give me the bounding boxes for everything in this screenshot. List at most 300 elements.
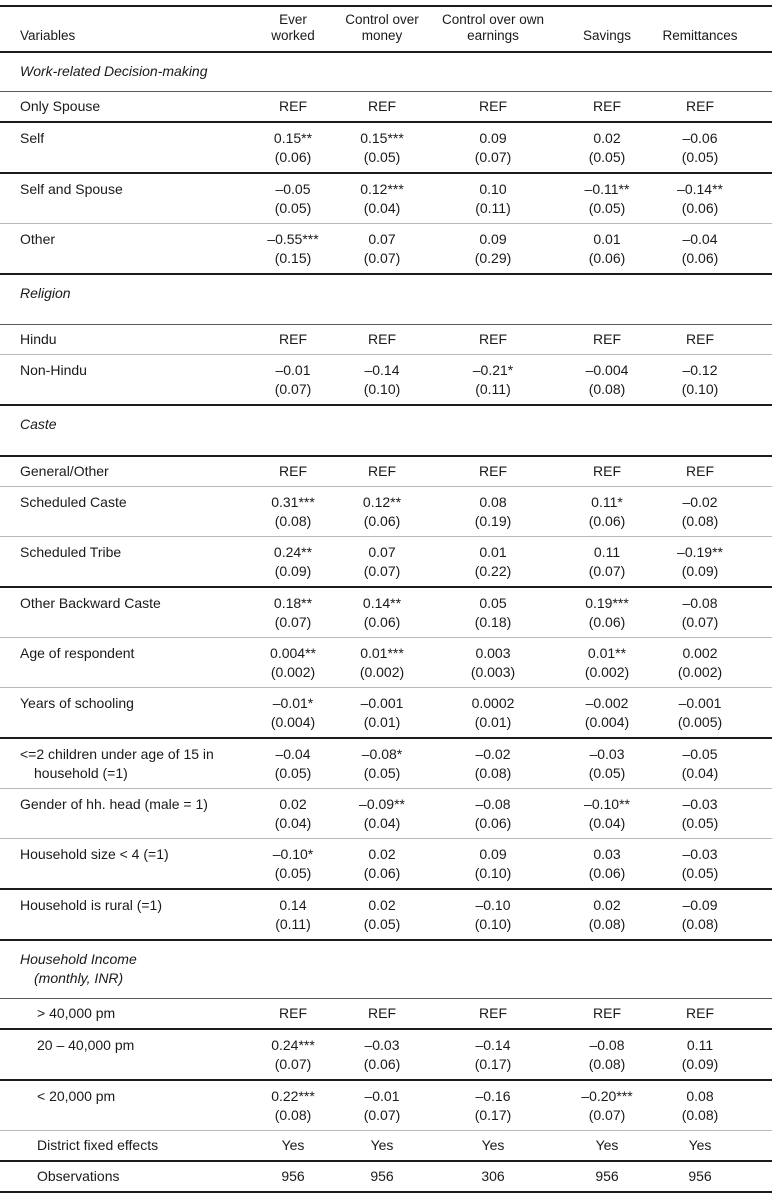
coefficient-value: 0.22***	[271, 1088, 315, 1104]
estimate-cell	[250, 587, 336, 638]
estimate-cell	[558, 537, 656, 588]
header-row	[0, 6, 772, 52]
standard-error: (0.07)	[588, 1107, 626, 1123]
estimate-cell	[250, 738, 336, 789]
estimate-cell	[336, 355, 428, 406]
variable-label	[0, 325, 250, 355]
value-cell: REF	[656, 999, 772, 1030]
standard-error: (0.05)	[274, 865, 312, 881]
table-row	[0, 1029, 772, 1080]
standard-error: (0.05)	[274, 765, 312, 781]
coefficient-value: –0.08	[589, 1037, 625, 1053]
standard-error: (0.05)	[681, 865, 719, 881]
coefficient-value: –0.03	[589, 746, 625, 762]
regression-table	[0, 5, 772, 1193]
value-cell: REF	[558, 325, 656, 355]
estimate-cell	[250, 122, 336, 173]
standard-error: (0.06)	[681, 250, 719, 266]
coefficient-value: –0.11**	[584, 181, 630, 197]
coefficient-value: –0.05	[682, 746, 718, 762]
standard-error: (0.07)	[588, 563, 626, 579]
standard-error: (0.07)	[274, 1056, 312, 1072]
estimate-cell	[558, 487, 656, 537]
coefficient-value: 0.09	[479, 130, 507, 146]
variable-label	[0, 1029, 250, 1080]
coefficient-value: 0.003	[475, 645, 511, 661]
variable-label-line: Non-Hindu	[20, 362, 87, 378]
estimate-cell	[558, 1080, 656, 1131]
standard-error: (0.08)	[588, 1056, 626, 1072]
standard-error: (0.06)	[588, 250, 626, 266]
coefficient-value: 0.08	[686, 1088, 714, 1104]
standard-error: (0.15)	[274, 250, 312, 266]
variable-label-line: General/Other	[20, 463, 109, 479]
standard-error: (0.06)	[363, 513, 401, 529]
coefficient-value: 0.14	[279, 897, 307, 913]
value-cell: REF	[558, 999, 656, 1030]
standard-error: (0.05)	[681, 149, 719, 165]
coefficient-value: –0.19**	[677, 544, 723, 560]
standard-error: (0.08)	[474, 765, 512, 781]
estimate-cell	[336, 487, 428, 537]
coefficient-value: 0.11	[593, 544, 621, 560]
column-header-variables	[0, 6, 250, 52]
column-header-line: Remittances	[662, 28, 738, 43]
estimate-cell	[336, 839, 428, 890]
table-row	[0, 456, 772, 487]
standard-error: (0.04)	[363, 200, 401, 216]
standard-error: (0.17)	[474, 1056, 512, 1072]
coefficient-value: –0.09**	[359, 796, 405, 812]
coefficient-value: –0.02	[475, 746, 511, 762]
estimate-cell	[656, 638, 772, 688]
value-cell: REF	[336, 456, 428, 487]
coefficient-value: –0.06	[682, 130, 718, 146]
section-label-line: Religion	[20, 285, 71, 301]
variable-label	[0, 738, 250, 789]
value-cell: Yes	[558, 1131, 656, 1162]
estimate-cell	[558, 738, 656, 789]
column-header-control-over-money	[336, 6, 428, 52]
standard-error: (0.004)	[270, 714, 316, 730]
estimate-cell	[656, 587, 772, 638]
estimate-cell	[336, 224, 428, 275]
section-row	[0, 274, 772, 325]
section-label-line: (monthly, INR)	[34, 970, 124, 986]
standard-error: (0.10)	[474, 865, 512, 881]
coefficient-value: 0.09	[479, 231, 507, 247]
variable-label-line: household (=1)	[34, 765, 128, 781]
variable-label	[0, 999, 250, 1030]
standard-error: (0.08)	[681, 916, 719, 932]
coefficient-value: –0.04	[682, 231, 718, 247]
standard-error: (0.18)	[474, 614, 512, 630]
coefficient-value: –0.001	[360, 695, 404, 711]
estimate-cell	[336, 688, 428, 739]
coefficient-value: 0.02	[593, 130, 621, 146]
standard-error: (0.05)	[588, 765, 626, 781]
variable-label	[0, 456, 250, 487]
coefficient-value: –0.004	[585, 362, 629, 378]
standard-error: (0.07)	[363, 563, 401, 579]
estimate-cell	[336, 789, 428, 839]
coefficient-value: 0.09	[479, 846, 507, 862]
variable-label-line: Years of schooling	[20, 695, 134, 711]
standard-error: (0.003)	[470, 664, 516, 680]
table-row	[0, 355, 772, 406]
value-cell: REF	[250, 325, 336, 355]
standard-error: (0.01)	[363, 714, 401, 730]
value-cell: Yes	[428, 1131, 558, 1162]
standard-error: (0.09)	[274, 563, 312, 579]
estimate-cell	[250, 355, 336, 406]
coefficient-value: 0.01**	[587, 645, 627, 661]
variable-label	[0, 587, 250, 638]
variable-label	[0, 122, 250, 173]
section-label	[0, 274, 772, 325]
section-label-line: Household Income	[20, 951, 137, 967]
variable-label-line: > 40,000 pm	[37, 1005, 116, 1021]
standard-error: (0.29)	[474, 250, 512, 266]
section-row	[0, 405, 772, 456]
value-cell: 956	[250, 1161, 336, 1192]
standard-error: (0.10)	[681, 381, 719, 397]
standard-error: (0.04)	[363, 815, 401, 831]
table-row	[0, 1131, 772, 1162]
table-row	[0, 173, 772, 224]
estimate-cell	[428, 355, 558, 406]
coefficient-value: 0.10	[479, 181, 507, 197]
estimate-cell	[336, 1029, 428, 1080]
coefficient-value: –0.10**	[584, 796, 630, 812]
value-cell: REF	[656, 325, 772, 355]
estimate-cell	[558, 355, 656, 406]
estimate-cell	[428, 1080, 558, 1131]
variable-label	[0, 224, 250, 275]
standard-error: (0.05)	[588, 200, 626, 216]
standard-error: (0.05)	[363, 916, 401, 932]
column-header-line: Ever	[279, 12, 307, 27]
standard-error: (0.08)	[588, 916, 626, 932]
estimate-cell	[656, 537, 772, 588]
value-cell: REF	[656, 456, 772, 487]
coefficient-value: –0.03	[682, 846, 718, 862]
table-row	[0, 638, 772, 688]
coefficient-value: –0.16	[475, 1088, 511, 1104]
table-row	[0, 537, 772, 588]
coefficient-value: –0.001	[678, 695, 722, 711]
table-row	[0, 839, 772, 890]
coefficient-value: 0.08	[479, 494, 507, 510]
standard-error: (0.07)	[274, 381, 312, 397]
section-row	[0, 52, 772, 92]
standard-error: (0.19)	[474, 513, 512, 529]
standard-error: (0.11)	[475, 381, 511, 397]
variable-label	[0, 1080, 250, 1131]
value-cell: REF	[250, 92, 336, 123]
estimate-cell	[250, 688, 336, 739]
variable-label-line: Other	[20, 231, 56, 247]
coefficient-value: –0.10*	[272, 846, 314, 862]
table-row	[0, 688, 772, 739]
estimate-cell	[656, 173, 772, 224]
value-cell: REF	[336, 325, 428, 355]
standard-error: (0.002)	[270, 664, 316, 680]
standard-error: (0.10)	[474, 916, 512, 932]
table-header	[0, 6, 772, 52]
standard-error: (0.06)	[363, 865, 401, 881]
standard-error: (0.07)	[474, 149, 512, 165]
coefficient-value: –0.14	[475, 1037, 511, 1053]
estimate-cell	[336, 122, 428, 173]
estimate-cell	[250, 889, 336, 940]
estimate-cell	[558, 839, 656, 890]
estimate-cell	[558, 688, 656, 739]
estimate-cell	[428, 1029, 558, 1080]
standard-error: (0.005)	[677, 714, 723, 730]
estimate-cell	[250, 789, 336, 839]
value-cell: REF	[250, 999, 336, 1030]
variable-label-line: District fixed effects	[37, 1137, 159, 1153]
value-cell: REF	[336, 999, 428, 1030]
variable-label-line: Self	[20, 130, 45, 146]
section-label-line: Work-related Decision-making	[20, 63, 208, 79]
variable-label-line: Only Spouse	[20, 98, 101, 114]
coefficient-value: –0.04	[275, 746, 311, 762]
coefficient-value: 0.12***	[360, 181, 404, 197]
coefficient-value: 0.18**	[273, 595, 313, 611]
estimate-cell	[656, 738, 772, 789]
estimate-cell	[558, 173, 656, 224]
column-header-savings	[558, 6, 656, 52]
estimate-cell	[250, 487, 336, 537]
coefficient-value: –0.20***	[581, 1088, 633, 1104]
coefficient-value: 0.11	[686, 1037, 714, 1053]
variable-label-line: Self and Spouse	[20, 181, 123, 197]
coefficient-value: –0.12	[682, 362, 718, 378]
section-row	[0, 940, 772, 999]
estimate-cell	[428, 638, 558, 688]
variable-label-line: Household is rural (=1)	[20, 897, 163, 913]
variable-label-line: Scheduled Tribe	[20, 544, 122, 560]
value-cell: 956	[558, 1161, 656, 1192]
table-row	[0, 587, 772, 638]
standard-error: (0.002)	[359, 664, 405, 680]
estimate-cell	[656, 839, 772, 890]
coefficient-value: –0.002	[585, 695, 629, 711]
variable-label-line: Household size < 4 (=1)	[20, 846, 169, 862]
variable-label	[0, 92, 250, 123]
section-label	[0, 940, 772, 999]
table-row	[0, 789, 772, 839]
estimate-cell	[428, 587, 558, 638]
variable-label-line: 20 – 40,000 pm	[37, 1037, 135, 1053]
coefficient-value: 0.02	[368, 846, 396, 862]
standard-error: (0.07)	[363, 250, 401, 266]
value-cell: REF	[336, 92, 428, 123]
standard-error: (0.06)	[681, 200, 719, 216]
value-cell: REF	[558, 456, 656, 487]
table-row	[0, 999, 772, 1030]
column-header-control-over-own-earnings	[428, 6, 558, 52]
table-row	[0, 325, 772, 355]
coefficient-value: 0.11*	[591, 494, 623, 510]
standard-error: (0.05)	[588, 149, 626, 165]
coefficient-value: 0.19***	[585, 595, 629, 611]
estimate-cell	[558, 789, 656, 839]
coefficient-value: –0.08*	[361, 746, 403, 762]
table-row	[0, 92, 772, 123]
estimate-cell	[336, 1080, 428, 1131]
coefficient-value: 0.03	[593, 846, 621, 862]
table-row	[0, 224, 772, 275]
standard-error: (0.09)	[681, 1056, 719, 1072]
table-body	[0, 52, 772, 1192]
column-header-line: Control over own	[441, 12, 545, 27]
coefficient-value: 0.01***	[360, 645, 404, 661]
variable-label-line: < 20,000 pm	[37, 1088, 116, 1104]
standard-error: (0.08)	[274, 513, 312, 529]
standard-error: (0.08)	[274, 1107, 312, 1123]
standard-error: (0.004)	[584, 714, 630, 730]
standard-error: (0.04)	[588, 815, 626, 831]
value-cell: 956	[336, 1161, 428, 1192]
coefficient-value: –0.21*	[472, 362, 514, 378]
estimate-cell	[250, 839, 336, 890]
variable-label-line: Observations	[37, 1168, 120, 1184]
variable-label-line: Age of respondent	[20, 645, 135, 661]
standard-error: (0.08)	[681, 513, 719, 529]
value-cell: 306	[428, 1161, 558, 1192]
standard-error: (0.17)	[474, 1107, 512, 1123]
table-row	[0, 738, 772, 789]
value-cell: REF	[428, 92, 558, 123]
estimate-cell	[250, 173, 336, 224]
standard-error: (0.22)	[474, 563, 512, 579]
coefficient-value: 0.02	[279, 796, 307, 812]
section-label-line: Caste	[20, 416, 57, 432]
estimate-cell	[558, 889, 656, 940]
coefficient-value: –0.01	[364, 1088, 400, 1104]
variable-label	[0, 537, 250, 588]
column-header-ever-worked	[250, 6, 336, 52]
value-cell: REF	[250, 456, 336, 487]
variable-label	[0, 889, 250, 940]
standard-error: (0.09)	[681, 563, 719, 579]
standard-error: (0.06)	[588, 614, 626, 630]
column-header-line: Variables	[20, 28, 76, 43]
coefficient-value: 0.01	[593, 231, 621, 247]
estimate-cell	[336, 889, 428, 940]
coefficient-value: 0.14**	[362, 595, 402, 611]
section-label	[0, 405, 772, 456]
coefficient-value: 0.15**	[273, 130, 313, 146]
estimate-cell	[428, 688, 558, 739]
variable-label-line: Other Backward Caste	[20, 595, 161, 611]
variable-label	[0, 789, 250, 839]
variable-label	[0, 487, 250, 537]
estimate-cell	[428, 738, 558, 789]
estimate-cell	[250, 638, 336, 688]
standard-error: (0.07)	[681, 614, 719, 630]
standard-error: (0.05)	[363, 149, 401, 165]
coefficient-value: 0.07	[368, 231, 396, 247]
estimate-cell	[428, 224, 558, 275]
estimate-cell	[656, 688, 772, 739]
table-row	[0, 122, 772, 173]
estimate-cell	[428, 839, 558, 890]
variable-label	[0, 355, 250, 406]
variable-label	[0, 688, 250, 739]
estimate-cell	[656, 789, 772, 839]
estimate-cell	[336, 537, 428, 588]
value-cell: REF	[558, 92, 656, 123]
standard-error: (0.06)	[274, 149, 312, 165]
estimate-cell	[656, 224, 772, 275]
estimate-cell	[250, 224, 336, 275]
variable-label-line: Scheduled Caste	[20, 494, 127, 510]
coefficient-value: 0.05	[479, 595, 507, 611]
coefficient-value: –0.02	[682, 494, 718, 510]
value-cell: Yes	[250, 1131, 336, 1162]
estimate-cell	[656, 355, 772, 406]
standard-error: (0.06)	[474, 815, 512, 831]
variable-label-line: Gender of hh. head (male = 1)	[20, 796, 208, 812]
standard-error: (0.05)	[274, 200, 312, 216]
estimate-cell	[656, 122, 772, 173]
standard-error: (0.06)	[588, 865, 626, 881]
standard-error: (0.05)	[681, 815, 719, 831]
value-cell: Yes	[336, 1131, 428, 1162]
column-header-line: Savings	[582, 28, 632, 43]
standard-error: (0.11)	[275, 916, 311, 932]
value-cell: REF	[656, 92, 772, 123]
column-header-line: money	[361, 28, 403, 43]
standard-error: (0.08)	[588, 381, 626, 397]
coefficient-value: 0.0002	[471, 695, 515, 711]
coefficient-value: –0.03	[682, 796, 718, 812]
coefficient-value: –0.14**	[677, 181, 723, 197]
coefficient-value: –0.05	[275, 181, 311, 197]
column-header-line: earnings	[467, 28, 519, 43]
value-cell: REF	[428, 456, 558, 487]
standard-error: (0.04)	[681, 765, 719, 781]
coefficient-value: –0.10	[475, 897, 511, 913]
estimate-cell	[558, 122, 656, 173]
coefficient-value: 0.01	[479, 544, 507, 560]
standard-error: (0.07)	[274, 614, 312, 630]
estimate-cell	[558, 224, 656, 275]
standard-error: (0.002)	[584, 664, 630, 680]
table-row	[0, 889, 772, 940]
coefficient-value: 0.12**	[362, 494, 402, 510]
variable-label	[0, 638, 250, 688]
coefficient-value: 0.24**	[273, 544, 313, 560]
estimate-cell	[428, 889, 558, 940]
coefficient-value: 0.02	[368, 897, 396, 913]
estimate-cell	[656, 487, 772, 537]
standard-error: (0.04)	[274, 815, 312, 831]
estimate-cell	[336, 173, 428, 224]
standard-error: (0.06)	[363, 1056, 401, 1072]
column-header-line: worked	[271, 28, 315, 43]
coefficient-value: 0.004**	[270, 645, 316, 661]
table-row	[0, 1080, 772, 1131]
estimate-cell	[656, 1080, 772, 1131]
standard-error: (0.07)	[363, 1107, 401, 1123]
coefficient-value: 0.02	[593, 897, 621, 913]
standard-error: (0.01)	[474, 714, 512, 730]
